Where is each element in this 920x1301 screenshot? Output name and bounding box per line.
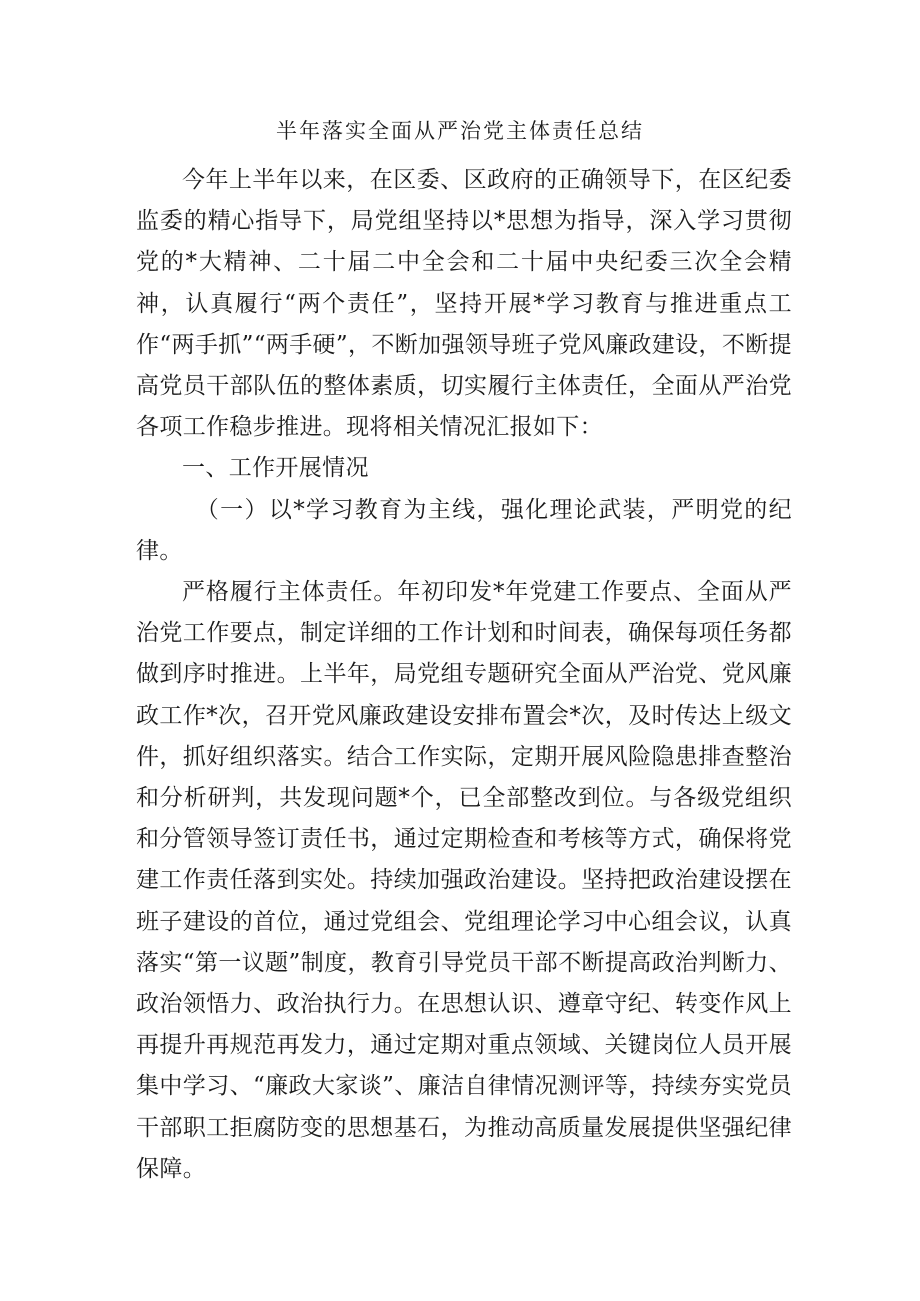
- document-body: [136, 160, 792, 1190]
- intro-paragraph: 今年上半年以来，在区委、区政府的正确领导下，在区纪委监委的精心指导下，局党组坚持以*思想为指导，深入学习贯彻党的*大精神、二十届二中全会和二十届中央纪委三次全会精神，认真履行“两个责任”，坚持开展*学习教育与推进重点工作“两手抓”“两手硬”，不断加强领导班子党风廉政建设，不断提高党员干部队伍的整体素质，切实履行主体责任，全面从严治党各项工作稳步推进。现将相关情况汇报如下：: [136, 167, 792, 441]
- body-paragraph: 严格履行主体责任。年初印发*年党建工作要点、全面从严治党工作要点，制定详细的工作计划和时间表，确保每项任务都做到序时推进。上半年，局党组专题研究全面从严治党、党风廉政工作*次，召开党风廉政建设安排布置会*次，及时传达上级文件，抓好组织落实。结合工作实际，定期开展风险隐患排查整治和分析研判，共发现问题*个，已全部整改到位。与各级党组织和分管领导签订责任书，通过定期检查和考核等方式，确保将党建工作责任落到实处。持续加强政治建设。坚持把政治建设摆在班子建设的首位，通过党组会、党组理论学习中心组会议，认真落实“第一议题”制度，教育引导党员干部不断提高政治判断力、政治领悟力、政治执行力。在思想认识、遵章守纪、转变作风上再提升再规范再发力，通过定期对重点领域、关键岗位人员开展集中学习、“廉政大家谈”、廉洁自律情况测评等，持续夯实党员干部职工拒腐防变的思想基石，为推动高质量发展提供坚强纪律保障。: [136, 579, 792, 1182]
- document-title: 半年落实全面从严治党主体责任总结: [276, 119, 644, 143]
- section-heading: 一、工作开展情况: [182, 455, 369, 482]
- subsection-heading: （一）以*学习教育为主线，强化理论武装，严明党的纪律。: [136, 496, 792, 564]
